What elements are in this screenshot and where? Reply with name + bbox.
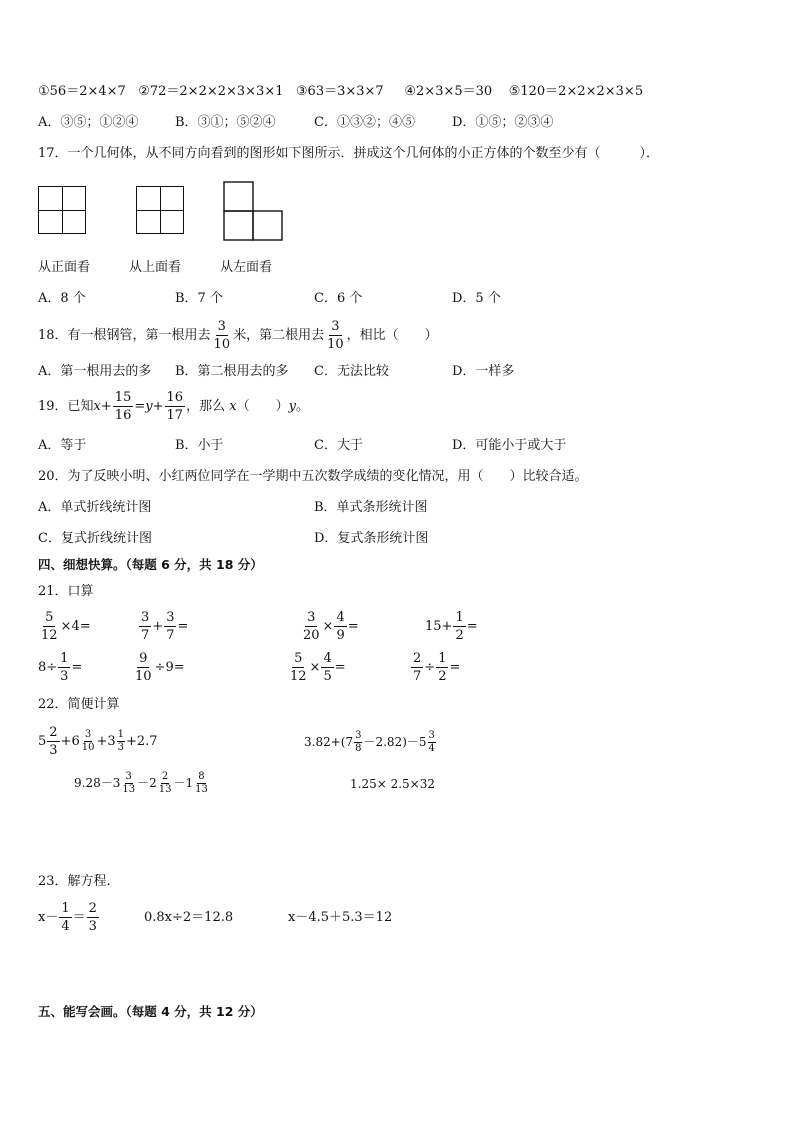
- q22-title: 22．简便计算: [38, 697, 120, 712]
- q21-expr-6: $\frac{9}{10}$ ÷9=: [135, 651, 185, 684]
- numerator: 8: [198, 771, 205, 782]
- fraction: [39, 611, 60, 642]
- fraction: [194, 772, 209, 795]
- q18-option-b: B．第二根用去的多: [175, 364, 289, 379]
- q17-option-a: A．8 个: [38, 291, 86, 306]
- q16-item-1: ①56＝2×4×7: [38, 84, 126, 99]
- q19-option-d: D．可能小于或大于: [452, 438, 567, 453]
- numerator: 3: [125, 771, 132, 782]
- q18-stem: 18．有一根钢管，第一根用去 $\frac{3}{10}$ 米，第二根用去 $\frac{3}{10}$ ，相比（ ）: [38, 319, 438, 352]
- denominator: 10: [135, 669, 152, 684]
- numerator: 2: [88, 901, 97, 916]
- q16-item-4: ④2×3×5＝30: [404, 84, 493, 99]
- numerator: 3: [84, 729, 92, 740]
- q16-option-b: B．③①；⑤②④: [175, 115, 276, 130]
- denominator: 9: [336, 628, 345, 643]
- denominator: 17: [166, 408, 184, 423]
- numerator: 3: [217, 319, 226, 334]
- numerator: 4: [336, 610, 345, 625]
- numerator: 2: [413, 651, 422, 666]
- q16-item-5: ⑤120＝2×2×2×3×5: [508, 84, 644, 99]
- q21-expr-4: 15+ $\frac{1}{2}$ =: [425, 610, 478, 643]
- denominator: 7: [166, 628, 175, 643]
- q23-title: 23．解方程.: [38, 874, 111, 889]
- numerator: 3: [141, 610, 150, 625]
- q22-expr-2: 3.82+(7 $\frac{3}{8}$ －2.82)－5 $\frac{3}{4}$: [304, 730, 435, 754]
- fraction: [325, 320, 346, 351]
- fraction: [428, 731, 436, 754]
- top-view-figure: [136, 186, 184, 234]
- label-left-view: 从左面看: [220, 260, 273, 275]
- q22-expr-3: 9.28－3 $\frac{3}{13}$ －2 $\frac{2}{13}$ －1 $\frac{8}{13}$: [74, 771, 208, 795]
- denominator: 3: [49, 743, 58, 758]
- fraction: [301, 611, 322, 642]
- numerator: 1: [60, 651, 69, 666]
- q21-expr-7: $\frac{5}{12}$ × $\frac{4}{5}$ =: [290, 651, 346, 684]
- q16-item-2: ②72＝2×2×2×3×3×1: [138, 84, 284, 99]
- denominator: 16: [114, 408, 132, 423]
- fraction: [411, 652, 423, 683]
- numerator: 16: [166, 390, 184, 405]
- q21-expr-2: $\frac{3}{7}$ + $\frac{3}{7}$ =: [141, 610, 189, 643]
- q17-option-d: D．5 个: [452, 291, 501, 306]
- denominator: 8: [355, 743, 362, 754]
- denominator: 2: [438, 669, 447, 684]
- fraction: [58, 652, 70, 683]
- section-5-title: 五、能写会画。（每题 4 分，共 12 分）: [38, 1004, 263, 1019]
- fraction: [81, 730, 96, 753]
- q16-option-c: C．①③②；④⑤: [314, 115, 415, 130]
- q17-option-b: B．7 个: [175, 291, 223, 306]
- numerator: 1: [117, 729, 125, 740]
- fraction: [87, 902, 99, 933]
- q16-option-d: D．①⑤；②③④: [452, 115, 554, 130]
- fraction: [321, 652, 333, 683]
- q19-option-c: C．大于: [314, 438, 363, 453]
- fraction: [453, 611, 465, 642]
- fraction: [158, 772, 173, 795]
- q21-expr-8: $\frac{2}{7}$ ÷ $\frac{1}{2}$ =: [413, 651, 461, 684]
- q18-option-d: D．一样多: [452, 364, 515, 379]
- fraction: [212, 320, 233, 351]
- section-4-title: 四、细想快算。（每题 6 分，共 18 分）: [38, 557, 263, 572]
- front-view-figure: [38, 186, 86, 234]
- q20-stem: 20．为了反映小明、小红两位同学在一学期中五次数学成绩的变化情况，用（ ）比较合适。: [38, 469, 588, 484]
- q22-expr-1: 5 $\frac{2}{3}$ +6 $\frac{3}{10}$ +3 $\frac{1}{3}$ +2.7: [38, 725, 158, 758]
- fraction: [436, 652, 448, 683]
- denominator: 7: [141, 628, 150, 643]
- denominator: 4: [428, 743, 435, 754]
- numerator: 3: [307, 610, 316, 625]
- fraction: [165, 391, 186, 422]
- fraction: [117, 730, 125, 753]
- fraction: [354, 731, 362, 754]
- q19-stem: 19．已知x+ $\frac{15}{16}$ =y+ $\frac{16}{17}$ ，那么 x（ ）y。: [38, 390, 309, 423]
- label-front-view: 从正面看: [38, 260, 91, 275]
- numerator: 15: [114, 390, 132, 405]
- fraction: [47, 726, 59, 757]
- numerator: 1: [455, 610, 464, 625]
- numerator: 4: [323, 651, 332, 666]
- q23-eq-3: x－4.5＋5.3＝12: [288, 910, 393, 925]
- fraction: [121, 772, 136, 795]
- denominator: 12: [41, 628, 58, 643]
- denominator: 10: [213, 337, 231, 352]
- q19-option-a: A．等于: [38, 438, 87, 453]
- q17-option-c: C．6 个: [314, 291, 363, 306]
- denominator: 7: [413, 669, 422, 684]
- fraction: [133, 652, 154, 683]
- fraction: [139, 611, 151, 642]
- q22-expr-4: 1.25× 2.5×32: [350, 777, 435, 791]
- q21-expr-1: $\frac{5}{12}$ ×4=: [41, 610, 91, 643]
- denominator: 5: [323, 669, 332, 684]
- numerator: 5: [45, 610, 54, 625]
- numerator: 9: [139, 651, 148, 666]
- denominator: 3: [117, 742, 125, 753]
- denominator: 20: [303, 628, 320, 643]
- denominator: 12: [290, 669, 307, 684]
- fraction: [288, 652, 309, 683]
- label-top-view: 从上面看: [129, 260, 182, 275]
- q16-items: [38, 83, 643, 101]
- numerator: 2: [49, 725, 58, 740]
- numerator: 1: [61, 901, 70, 916]
- q16-option-a: A．③⑤；①②④: [38, 115, 139, 130]
- denominator: 4: [61, 919, 70, 934]
- q23-eq-2: 0.8x÷2＝12.8: [144, 910, 234, 925]
- numerator: 3: [355, 730, 362, 741]
- q23-eq-1: x－ $\frac{1}{4}$ ＝ $\frac{2}{3}$: [38, 901, 97, 934]
- fraction: [113, 391, 134, 422]
- fraction: [164, 611, 176, 642]
- q20-option-c: C．复式折线统计图: [38, 531, 152, 546]
- denominator: 3: [88, 919, 97, 934]
- q18-option-a: A．第一根用去的多: [38, 364, 152, 379]
- numerator: 1: [438, 651, 447, 666]
- q20-option-a: A．单式折线统计图: [38, 500, 152, 515]
- denominator: 3: [60, 669, 69, 684]
- q20-option-d: D．复式条形统计图: [314, 531, 429, 546]
- denominator: 13: [158, 784, 172, 795]
- denominator: 2: [455, 628, 464, 643]
- left-view-figure: [223, 181, 285, 243]
- numerator: 3: [331, 319, 340, 334]
- fraction: [334, 611, 346, 642]
- denominator: 10: [81, 742, 95, 753]
- q16-item-3: ③63＝3×3×7: [295, 84, 384, 99]
- q19-option-b: B．小于: [175, 438, 224, 453]
- denominator: 10: [327, 337, 344, 352]
- denominator: 13: [195, 784, 208, 795]
- numerator: 5: [294, 651, 303, 666]
- numerator: 3: [166, 610, 175, 625]
- q17-stem: 17．一个几何体，从不同方向看到的图形如下图所示．拼成这个几何体的小正方体的个数至少有（ ）．: [38, 146, 660, 161]
- q18-option-c: C．无法比较: [314, 364, 389, 379]
- q21-title: 21．口算: [38, 584, 94, 599]
- q21-expr-5: 8÷ $\frac{1}{3}$ =: [38, 651, 83, 684]
- q20-option-b: B．单式条形统计图: [314, 500, 428, 515]
- numerator: 2: [161, 771, 169, 782]
- fraction: [59, 902, 71, 933]
- denominator: 13: [122, 784, 136, 795]
- q21-expr-3: $\frac{3}{20}$ × $\frac{4}{9}$ =: [303, 610, 359, 643]
- numerator: 3: [428, 730, 435, 741]
